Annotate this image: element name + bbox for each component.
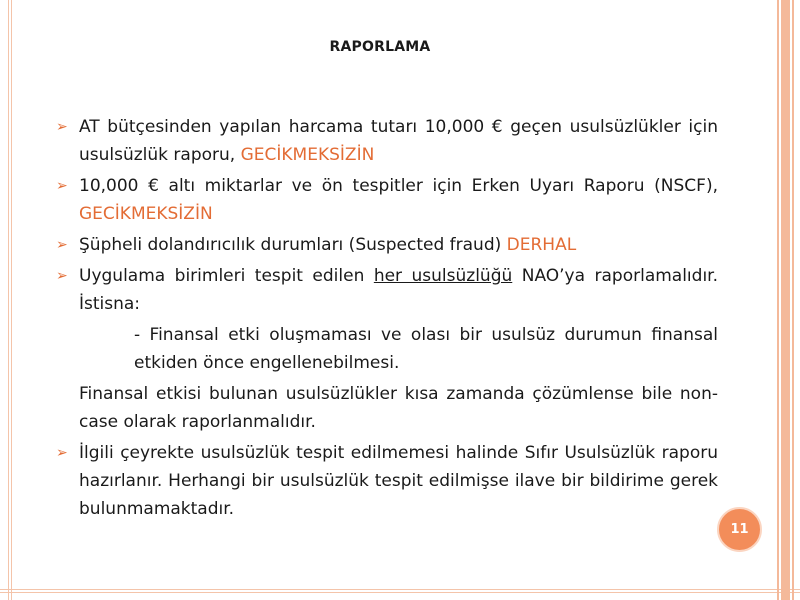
exception-paragraph: - Finansal etki oluşmaması ve olası bir usulsüz durumun finansal etkiden önce engellenebilmesi.	[134, 325, 718, 373]
frame-line-right-thick	[781, 0, 790, 600]
bullet-item	[54, 113, 718, 169]
frame-line-left-outer	[8, 0, 9, 600]
frame-line-right-thin	[777, 0, 779, 600]
bullet-item	[54, 231, 718, 259]
bullet-arrow-icon: ➢	[56, 268, 68, 284]
bullet-item	[54, 172, 718, 228]
bullet-arrow-icon: ➢	[56, 119, 68, 135]
bullet-arrow-icon: ➢	[56, 445, 68, 461]
bullet-highlight: GECİKMEKSİZİN	[79, 204, 213, 224]
frame-line-bottom-outer	[0, 589, 800, 590]
bullet-arrow-icon: ➢	[56, 237, 68, 253]
bullet-text: İlgili çeyrekte usulsüzlük tespit edilmemesi halinde Sıfır Usulsüzlük raporu hazırlanır. Herhangi bir usulsüzlük tespit edilmişse ilave bir bildirime gerek bulunmamaktadır.	[79, 443, 718, 519]
bullet-item	[54, 439, 718, 523]
bullet-text-after: NAO’ya raporlamalıdır. İstisna:	[79, 266, 719, 314]
bullet-highlight: GECİKMEKSİZİN	[240, 145, 375, 165]
bullet-text: 10,000 € altı miktarlar ve ön tespitler için Erken Uyarı Raporu (NSCF),	[79, 176, 718, 196]
continuation-paragraph: Finansal etkisi bulunan usulsüzlükler kısa zamanda çözümlense bile non-case olarak raporlanmalıdır.	[79, 384, 718, 432]
bullet-item	[54, 262, 718, 318]
bullet-arrow-icon: ➢	[56, 178, 68, 194]
bullet-underlined-text: her usulsüzlüğü	[373, 266, 513, 286]
slide-content	[54, 113, 718, 526]
frame-line-right-edge	[792, 0, 794, 600]
slide-title: RAPORLAMA	[329, 39, 431, 55]
frame-line-left-inner	[11, 0, 12, 600]
bullet-text: Uygulama birimleri tespit edilen	[79, 266, 374, 286]
page-number-badge: 11	[717, 507, 762, 552]
bullet-text: AT bütçesinden yapılan harcama tutarı 10,000 € geçen usulsüzlükler için usulsüzlük raporu,	[79, 117, 718, 165]
bullet-highlight: DERHAL	[506, 235, 577, 255]
frame-line-bottom-inner	[0, 592, 800, 593]
bullet-text: Şüpheli dolandırıcılık durumları (Suspected fraud)	[79, 235, 507, 255]
